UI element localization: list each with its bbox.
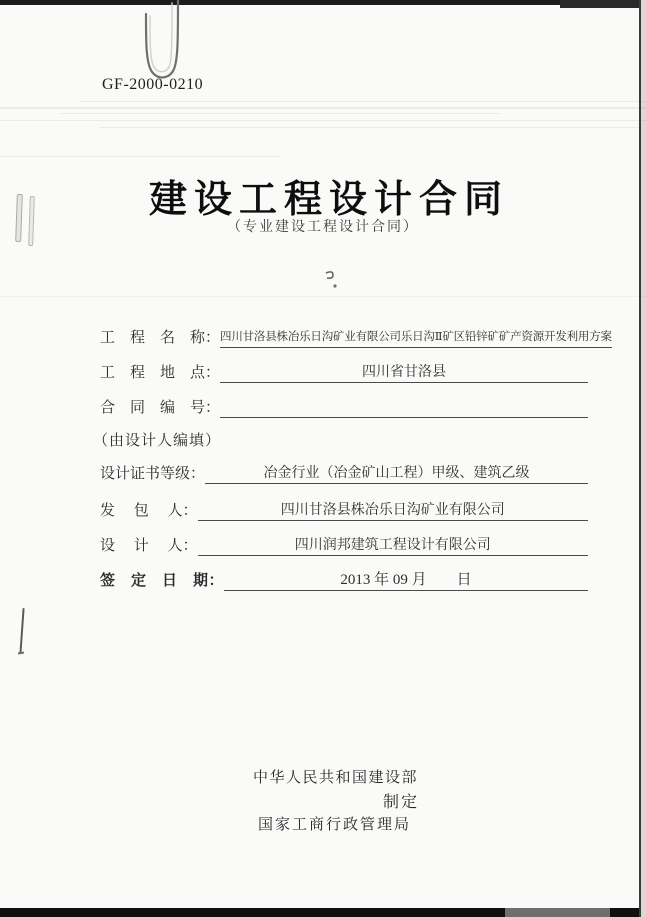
paperclip-icon [134,0,190,88]
scan-streak [0,156,280,157]
field-value-certificate-grade: 冶金行业（冶金矿山工程）甲级、建筑乙级 [205,464,588,484]
field-value-contract-number [220,398,588,418]
scan-streak [0,107,646,109]
field-label-contract-number: 合 同 编 号： [100,400,221,416]
footer-enacted-label: 制定 [383,794,420,811]
scan-scratch-mark [19,608,24,654]
field-label-project-name: 工 程 名 称： [100,330,221,346]
field-row-contract-number [100,396,588,418]
field-label-employer: 发 包 人： [100,503,198,519]
scan-streak [60,113,500,114]
field-row-employer [100,499,588,521]
field-row-project-name [100,326,612,348]
field-row-project-location [100,361,588,383]
field-value-project-name: 四川甘洛县株冶乐日沟矿业有限公司乐日沟Ⅱ矿区铅锌矿矿产资源开发利用方案 [220,328,612,348]
field-row-designer [100,534,588,556]
scan-edge-bottom-light-segment [505,908,610,917]
scan-edge-top-right [560,0,646,8]
form-code: GF-2000-0210 [102,76,204,93]
field-row-certificate-grade [100,462,588,484]
scan-streak [0,120,646,121]
field-row-signing-date [100,569,588,591]
field-value-designer: 四川润邦建筑工程设计有限公司 [198,536,588,556]
field-label-certificate-grade: 设计证书等级： [100,466,206,482]
footer-issuer-ministry: 中华人民共和国建设部 [253,770,419,786]
field-value-project-location: 四川省甘洛县 [220,363,588,383]
scan-edge-right-outer [641,0,646,917]
footer-issuer-administration: 国家工商行政管理局 [258,817,412,833]
document-title: 建设工程设计合同 [148,179,509,221]
document-subtitle: （专业建设工程设计合同） [227,220,419,235]
note-filled-by-designer: （由设计人编填） [93,433,222,449]
field-label-designer: 设 计 人： [100,538,198,554]
field-value-employer: 四川甘洛县株冶乐日沟矿业有限公司 [198,501,588,521]
ink-smudge-icon [318,264,350,296]
scan-scratch-mark-foot [18,651,24,654]
field-value-signing-date: 2013 年 09 月 日 [224,571,588,591]
scan-streak [80,101,646,102]
field-label-signing-date: 签 定 日 期： [100,573,225,589]
scan-edge-top [0,0,646,5]
scan-streak [100,127,640,128]
scan-streak [0,296,646,297]
field-label-project-location: 工 程 地 点： [100,365,221,381]
